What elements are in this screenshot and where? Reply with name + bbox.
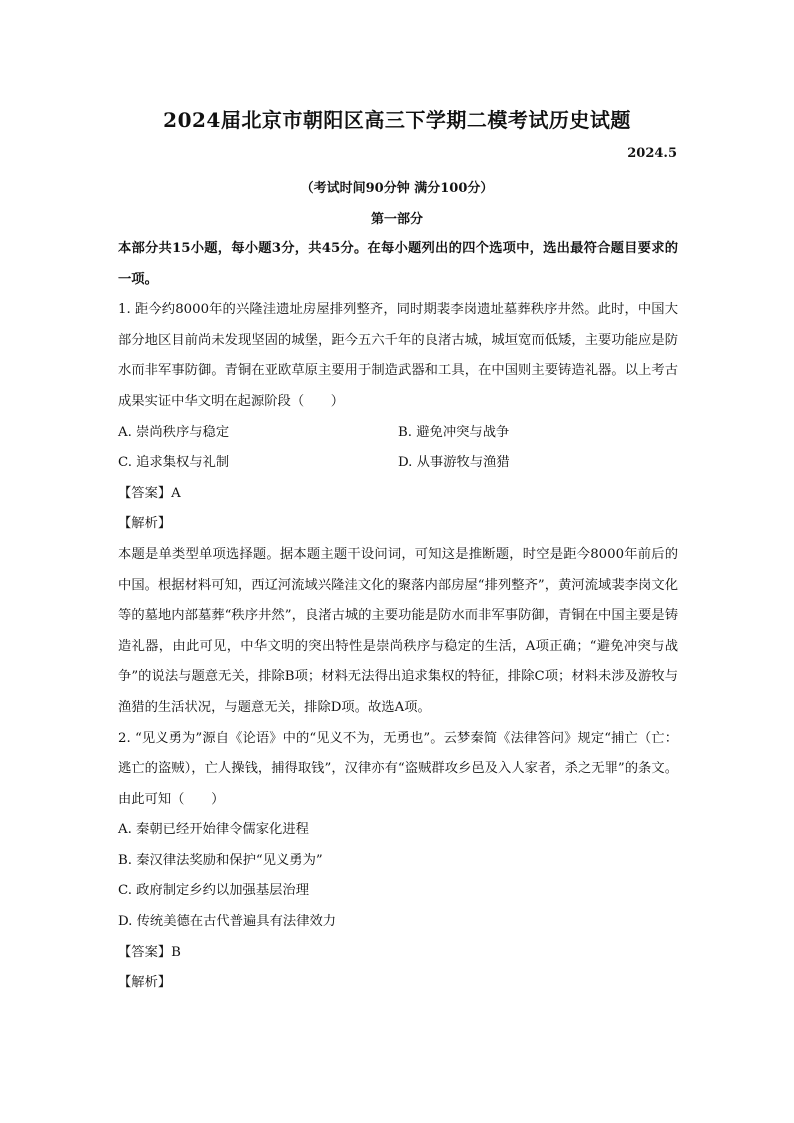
- question-1-stem: 1. 距今约8000年的兴隆洼遗址房屋排列整齐，同时期裴李岗遗址墓葬秩序井然。此时，中国大部分地区目前尚未发现坚固的城堡，距今五六千年的良渚古城，城垣宽而低矮，主要功能应是防水而非军事防御。青铜在亚欧草原主要用于制造武器和工具，在中国则主要铸造礼器。以上考古成果实证中华文明在起源阶段（ ）: [118, 302, 678, 409]
- question-1-analysis-label: 【解析】: [118, 516, 172, 532]
- exam-date: 2024.5: [627, 146, 677, 161]
- question-2-option-a: A. 秦朝已经开始律令儒家化进程: [118, 822, 309, 838]
- document-title: 2024届北京市朝阳区高三下学期二模考试历史试题: [163, 108, 631, 132]
- question-1-analysis: 本题是单类型单项选择题。据本题主题干设问词，可知这是推断题，时空是距今8000年前后的中国。根据材料可知，西辽河流域兴隆洼文化的聚落内部房屋“排列整齐”，黄河流域裴李岗文化等的墓地内部墓葬“秩序井然”，良渚古城的主要功能是防水而非军事防御，青铜在中国主要是铸造礼器，由此可见，中华文明的突出特性是崇尚秩序与稳定的生活，A项正确；“避免冲突与战争”的说法与题意无关，排除B项；材料无法得出追求集权的特征，排除C项；材料未涉及游牧与渔猎的生活状况，与题意无关，排除D项。故选A项。: [118, 546, 678, 715]
- exam-info: （考试时间90分钟 满分100分）: [300, 181, 494, 196]
- question-2-stem: 2. “见义勇为”源自《论语》中的“见义不为，无勇也”。云梦秦简《法律答问》规定“捕亡（亡：逃亡的盗贼），亡人操钱，捕得取钱”，汉律亦有“盗贼群攻乡邑及入人家者，杀之无罪”的条文。由此可知（ ）: [118, 730, 678, 807]
- question-2-analysis-label: 【解析】: [118, 975, 172, 991]
- question-1-answer: 【答案】A: [118, 485, 181, 501]
- question-1-option-b: B. 避免冲突与战争: [398, 424, 510, 440]
- question-2-option-b: B. 秦汉律法奖励和保护“见义勇为”: [118, 852, 323, 868]
- question-1-option-a: A. 崇尚秩序与稳定: [118, 424, 230, 440]
- part-heading: 第一部分: [370, 212, 423, 227]
- question-2-option-c: C. 政府制定乡约以加强基层治理: [118, 883, 310, 899]
- question-2-answer: 【答案】B: [118, 944, 181, 960]
- question-1-option-c: C. 追求集权与礼制: [118, 455, 230, 471]
- question-2-option-d: D. 传统美德在古代普遍具有法律效力: [118, 914, 337, 930]
- question-1-options-row-2: [118, 448, 678, 479]
- question-1-option-d: D. 从事游牧与渔猎: [398, 455, 510, 471]
- instructions: 本部分共15小题，每小题3分，共45分。在每小题列出的四个选项中，选出最符合题目要求的一项。: [118, 241, 678, 287]
- question-1-options-row-1: [118, 418, 678, 449]
- document-body: [118, 234, 678, 999]
